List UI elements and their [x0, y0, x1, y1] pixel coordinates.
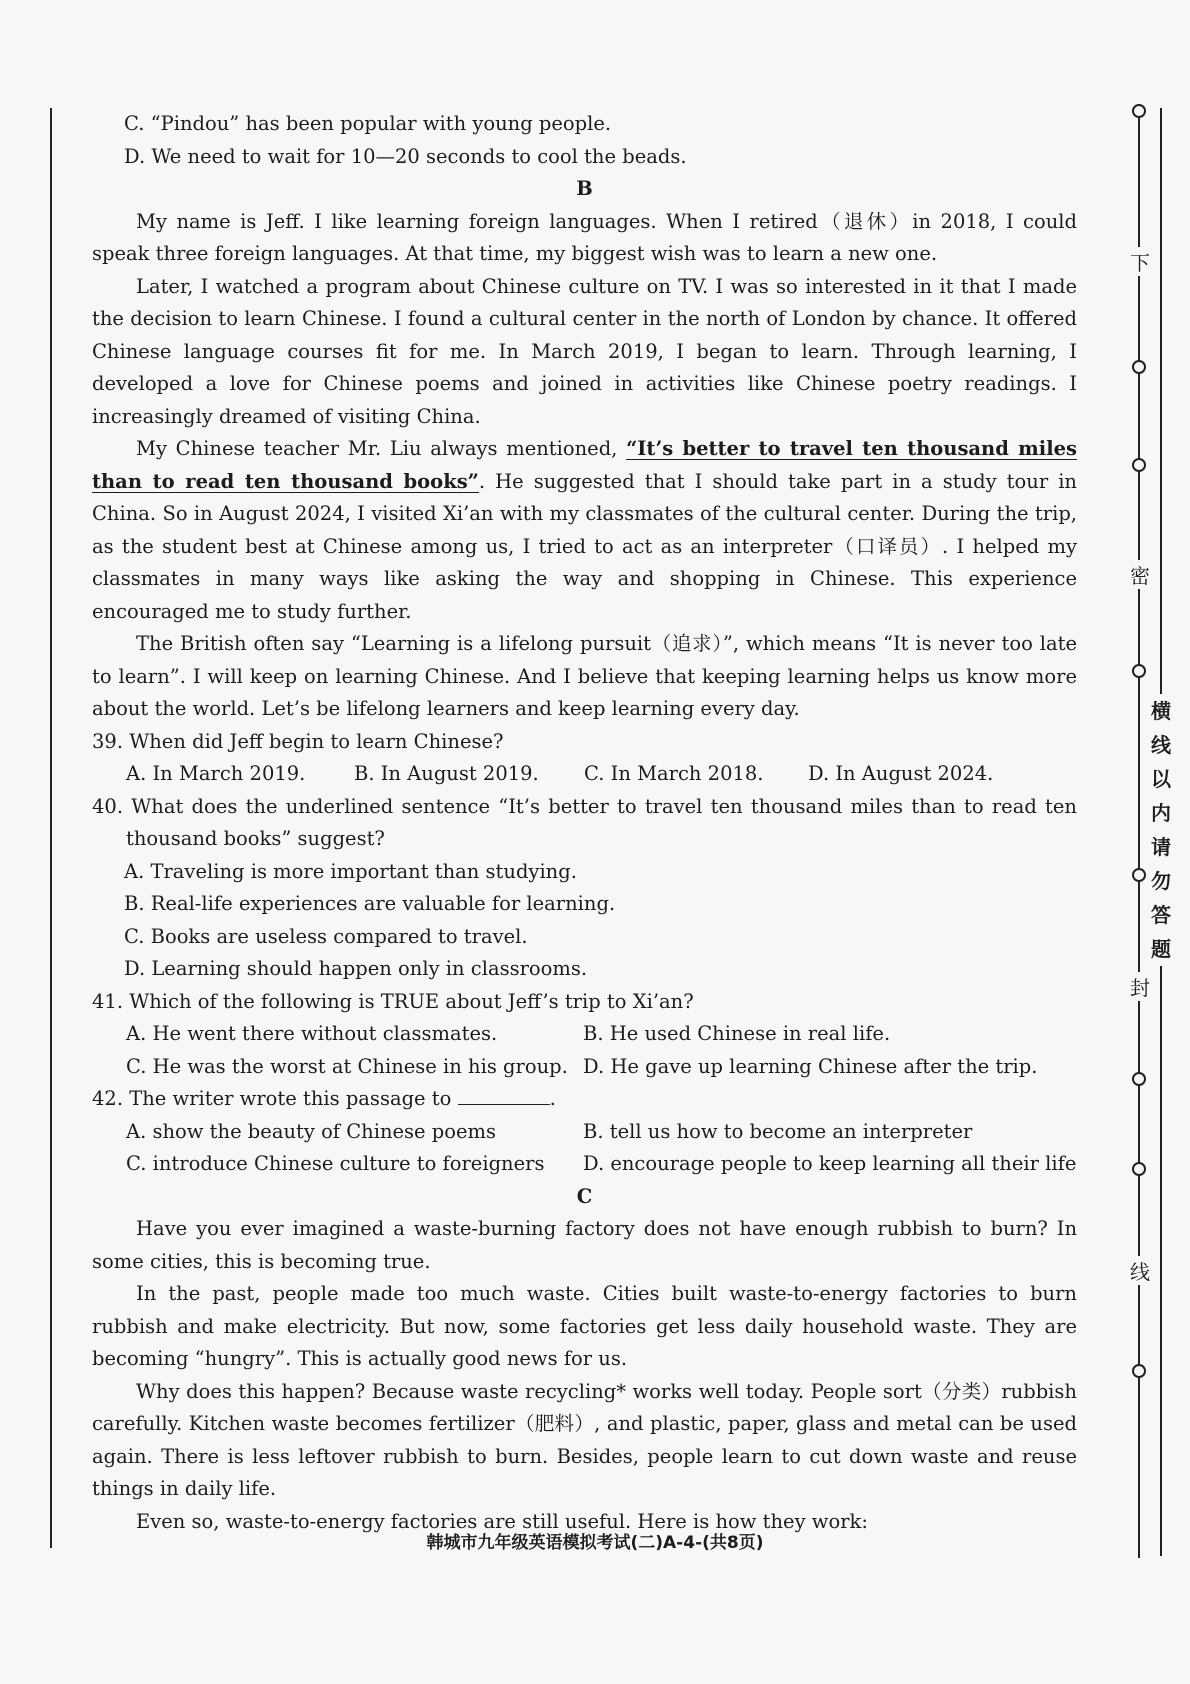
q41-options-row-2	[92, 1051, 1077, 1084]
binding-char-feng: 封	[1128, 972, 1152, 1001]
section-heading-b: B	[576, 177, 593, 200]
warning-char: 题	[1151, 937, 1171, 961]
answer-blank	[458, 1084, 550, 1105]
warning-char: 以	[1151, 767, 1171, 791]
binding-hole-icon	[1132, 458, 1146, 472]
left-margin-rule	[50, 108, 52, 1548]
passage-b-paragraph-4: The British often say “Learning is a lifelong pursuit（追求）”, which means “It is never too late to learn”. I will keep on learning Chinese. And I believe that keeping learning helps us know more about the world. Let’s be lifelong learners and keep learning every day.	[92, 632, 1077, 720]
q39-option-c: C. In March 2018.	[584, 762, 764, 785]
option-c: C. “Pindou” has been popular with young people.	[124, 112, 612, 135]
binding-hole-icon	[1132, 868, 1146, 882]
passage-c-paragraph-1: Have you ever imagined a waste-burning factory does not have enough rubbish to burn? In some cities, this is becoming true.	[92, 1217, 1077, 1273]
binding-char-xia: 下	[1128, 247, 1152, 276]
q42-options-row-2	[92, 1148, 1077, 1181]
binding-hole-icon	[1132, 1364, 1146, 1378]
option-d: D. We need to wait for 10—20 seconds to cool the beads.	[124, 144, 687, 168]
binding-hole-icon	[1132, 1072, 1146, 1086]
passage-c-paragraph-2: In the past, people made too much waste. Cities built waste-to-energy factories to burn rubbish and make electricity. But now, some factories get less daily household waste. They are becoming “hungry”. This is actually good news for us.	[92, 1282, 1077, 1370]
q41-option-d: D. He gave up learning Chinese after the trip.	[583, 1054, 1038, 1078]
q42-option-b: B. tell us how to become an interpreter	[583, 1119, 973, 1143]
q42-stem-text: 42. The writer wrote this passage to	[92, 1087, 452, 1110]
question-41-stem: 41. Which of the following is TRUE about Jeff’s trip to Xi’an?	[92, 989, 694, 1013]
q41-option-c: C. He was the worst at Chinese in his group.	[126, 1054, 568, 1078]
underlined-sentence: “It’s better to travel ten thousand miles than to read ten thousand books”	[92, 437, 1077, 493]
q40-option-a: A. Traveling is more important than studying.	[124, 859, 577, 883]
q39-option-b: B. In August 2019.	[354, 762, 539, 785]
binding-hole-icon	[1132, 104, 1146, 118]
q42-options-row-1	[92, 1116, 1077, 1149]
section-heading-c: C	[576, 1184, 593, 1208]
question-40-stem: 40. What does the underlined sentence “It’s better to travel ten thousand miles than to read ten thousand books” suggest?	[92, 794, 1077, 850]
passage-c-paragraph-3: Why does this happen? Because waste recycling* works well today. People sort（分类）rubbish carefully. Kitchen waste becomes fertilizer（肥料）, and plastic, paper, glass and metal can be used again. There is less leftover rubbish to burn. Besides, people learn to cut down waste and reuse things in daily life.	[92, 1379, 1077, 1500]
paragraph-3-intro: My Chinese teacher Mr. Liu always mentioned,	[136, 437, 627, 460]
q42-option-d: D. encourage people to keep learning all their life	[583, 1152, 1077, 1175]
passage-b-paragraph-3	[92, 433, 1077, 628]
page-footer: 韩城市九年级英语模拟考试(二)A-4-(共8页)	[426, 1533, 764, 1553]
binding-char-mi: 密	[1128, 560, 1152, 589]
binding-char-xian: 线	[1128, 1256, 1152, 1285]
q40-option-d: D. Learning should happen only in classrooms.	[124, 957, 588, 980]
q39-option-d: D. In August 2024.	[808, 762, 994, 785]
question-39-options	[92, 758, 1077, 791]
warning-char: 勿	[1151, 869, 1171, 893]
q41-option-a: A. He went there without classmates.	[126, 1022, 498, 1045]
passage-b-paragraph-2: Later, I watched a program about Chinese culture on TV. I was so interested in it that I made the decision to learn Chinese. I found a cultural center in the north of London by chance. It offered Chinese language courses fit for me. In March 2019, I began to learn. Through learning, I developed a love for Chinese poems and joined in activities like Chinese poetry readings. I increasingly dreamed of visiting China.	[92, 274, 1077, 428]
binding-hole-icon	[1132, 664, 1146, 678]
q39-option-a: A. In March 2019.	[126, 762, 306, 785]
q40-option-b: B. Real-life experiences are valuable for learning.	[124, 892, 616, 915]
warning-char: 内	[1151, 801, 1171, 825]
binding-hole-icon	[1132, 360, 1146, 374]
q40-option-c: C. Books are useless compared to travel.	[124, 924, 528, 948]
q41-option-b: B. He used Chinese in real life.	[583, 1022, 891, 1045]
binding-hole-icon	[1132, 1162, 1146, 1176]
paragraph-3-rest: . He suggested that I should take part in a study tour in China. So in August 2024, I visited Xi’an with my classmates of the cultural center. During the trip, as the student best at Chinese among us, I tried to act as an interpreter（口译员）. I helped my classmates in many ways like asking the way and shopping in Chinese. This experience encouraged me to study further.	[92, 469, 1077, 623]
passage-b-paragraph-1: My name is Jeff. I like learning foreign languages. When I retired（退休）in 2018, I could speak three foreign languages. At that time, my biggest wish was to learn a new one.	[92, 209, 1077, 265]
passage-c-paragraph-4: Even so, waste-to-energy factories are still useful. Here is how they work:	[136, 1509, 868, 1533]
warning-char: 请	[1151, 835, 1171, 859]
exam-page-content	[92, 108, 1077, 1538]
q42-option-c: C. introduce Chinese culture to foreigners	[126, 1152, 545, 1175]
question-42-stem: 42. The writer wrote this passage to .	[92, 1083, 1077, 1116]
binding-warning	[1146, 694, 1176, 966]
warning-char: 横	[1151, 699, 1171, 723]
warning-char: 线	[1151, 733, 1171, 757]
q41-options-row-1	[92, 1018, 1077, 1051]
warning-char: 答	[1151, 903, 1171, 927]
q42-option-a: A. show the beauty of Chinese poems	[126, 1119, 497, 1143]
question-39-stem: 39. When did Jeff begin to learn Chinese?	[92, 729, 504, 753]
binding-dashed-rule	[1138, 118, 1140, 1558]
